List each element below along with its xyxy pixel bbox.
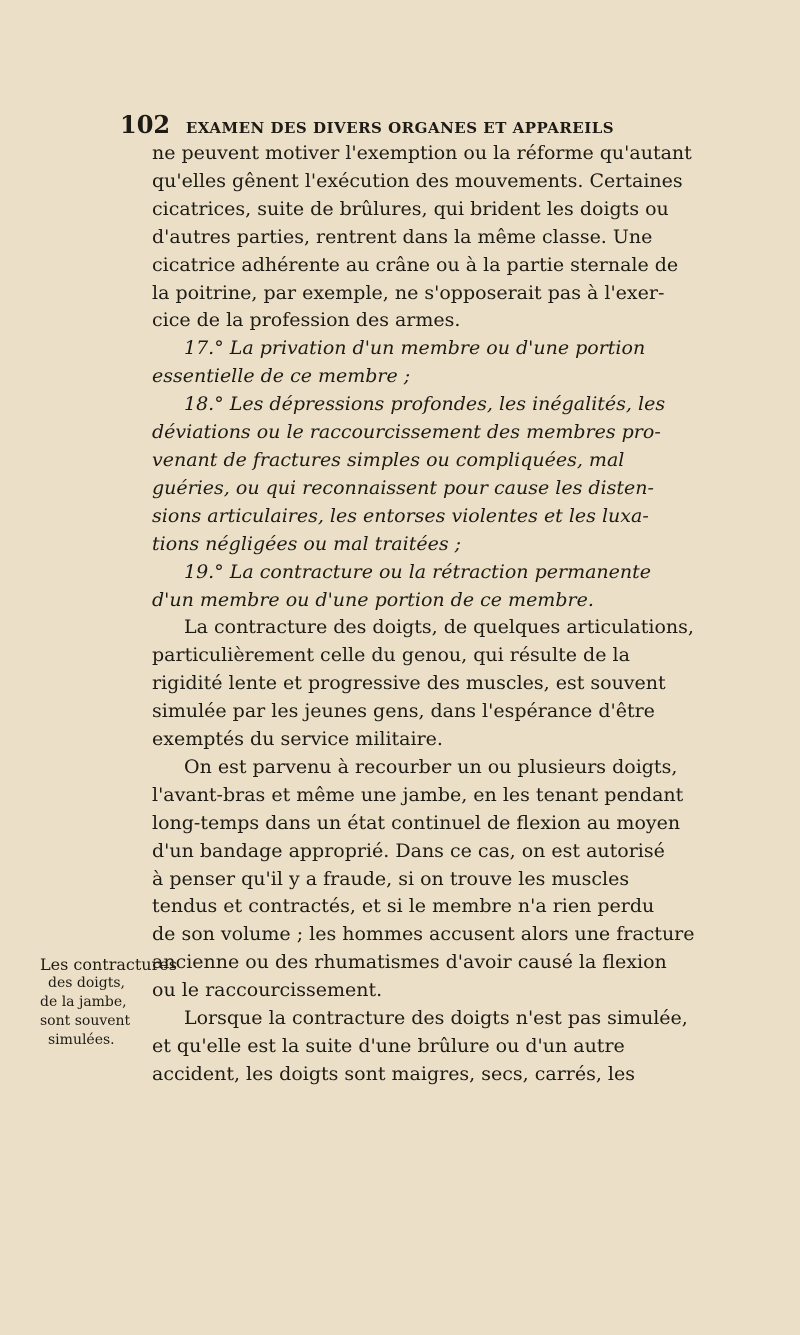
text-line: cicatrices, suite de brûlures, qui brident les doigts ou <box>152 197 669 220</box>
margin-note-line: Les contractures <box>40 955 177 974</box>
text-line: 19.° La contracture ou la rétraction permanente <box>184 560 652 583</box>
text-line: d'autres parties, rentrent dans la même classe. Une <box>152 225 653 248</box>
text-line: On est parvenu à recourber un ou plusieurs doigts, <box>184 755 678 778</box>
text-line: guéries, ou qui reconnaissent pour cause les disten- <box>152 476 654 499</box>
text-line: cicatrice adhérente au crâne ou à la partie sternale de <box>152 253 679 276</box>
text-line: long-temps dans un état continuel de flexion au moyen <box>152 811 681 834</box>
text-line: particulièrement celle du genou, qui résulte de la <box>152 644 630 667</box>
text-line: ou le raccourcissement. <box>152 979 383 1002</box>
text-line: exemptés du service militaire. <box>152 728 443 751</box>
text-line: accident, les doigts sont maigres, secs, carrés, les <box>152 1062 636 1085</box>
text-line: 18.° Les dépressions profondes, les inégalités, les <box>184 393 666 416</box>
text-line: cice de la profession des armes. <box>152 309 461 332</box>
text-line: la poitrine, par exemple, ne s'opposerait pas à l'exer- <box>152 281 665 304</box>
body-text <box>152 140 734 1089</box>
margin-note-line: de la jambe, <box>40 994 127 1010</box>
text-line: rigidité lente et progressive des muscles, est souvent <box>152 672 666 695</box>
text-line: 17.° La privation d'un membre ou d'une portion <box>184 337 646 360</box>
text-line: d'un membre ou d'une portion de ce membre. <box>152 588 594 611</box>
text-line: de son volume ; les hommes accusent alors une fracture <box>152 923 695 946</box>
text-line: déviations ou le raccourcissement des membres pro- <box>152 421 661 444</box>
page-number: 102 <box>120 110 171 139</box>
margin-note <box>40 955 177 1050</box>
text-line: tendus et contractés, et si le membre n'a rien perdu <box>152 895 655 918</box>
margin-note-line: des doigts, <box>48 975 125 991</box>
text-line: ne peuvent motiver l'exemption ou la réforme qu'autant <box>152 142 692 164</box>
text-line: sions articulaires, les entorses violentes et les luxa- <box>152 504 649 527</box>
running-title: EXAMEN DES DIVERS ORGANES ET APPAREILS <box>185 119 615 137</box>
text-line: et qu'elle est la suite d'une brûlure ou d'un autre <box>152 1035 625 1057</box>
text-line: Lorsque la contracture des doigts n'est pas simulée, <box>184 1007 688 1030</box>
running-header <box>120 110 720 139</box>
text-line: venant de fractures simples ou compliquées, mal <box>152 448 625 471</box>
text-line: essentielle de ce membre ; <box>152 365 411 388</box>
text-line: tions négligées ou mal traitées ; <box>152 532 462 555</box>
margin-note-line: sont souvent <box>40 1013 131 1029</box>
text-line: à penser qu'il y a fraude, si on trouve les muscles <box>152 867 630 890</box>
margin-note-line: simulées. <box>48 1032 115 1048</box>
text-line: simulée par les jeunes gens, dans l'espérance d'être <box>152 700 655 723</box>
text-line: d'un bandage approprié. Dans ce cas, on est autorisé <box>152 839 665 862</box>
text-line: l'avant-bras et même une jambe, en les tenant pendant <box>152 783 684 806</box>
text-line: ancienne ou des rhumatismes d'avoir causé la flexion <box>152 951 667 974</box>
text-line: qu'elles gênent l'exécution des mouvements. Certaines <box>152 169 683 192</box>
text-line: La contracture des doigts, de quelques articulations, <box>184 616 694 639</box>
